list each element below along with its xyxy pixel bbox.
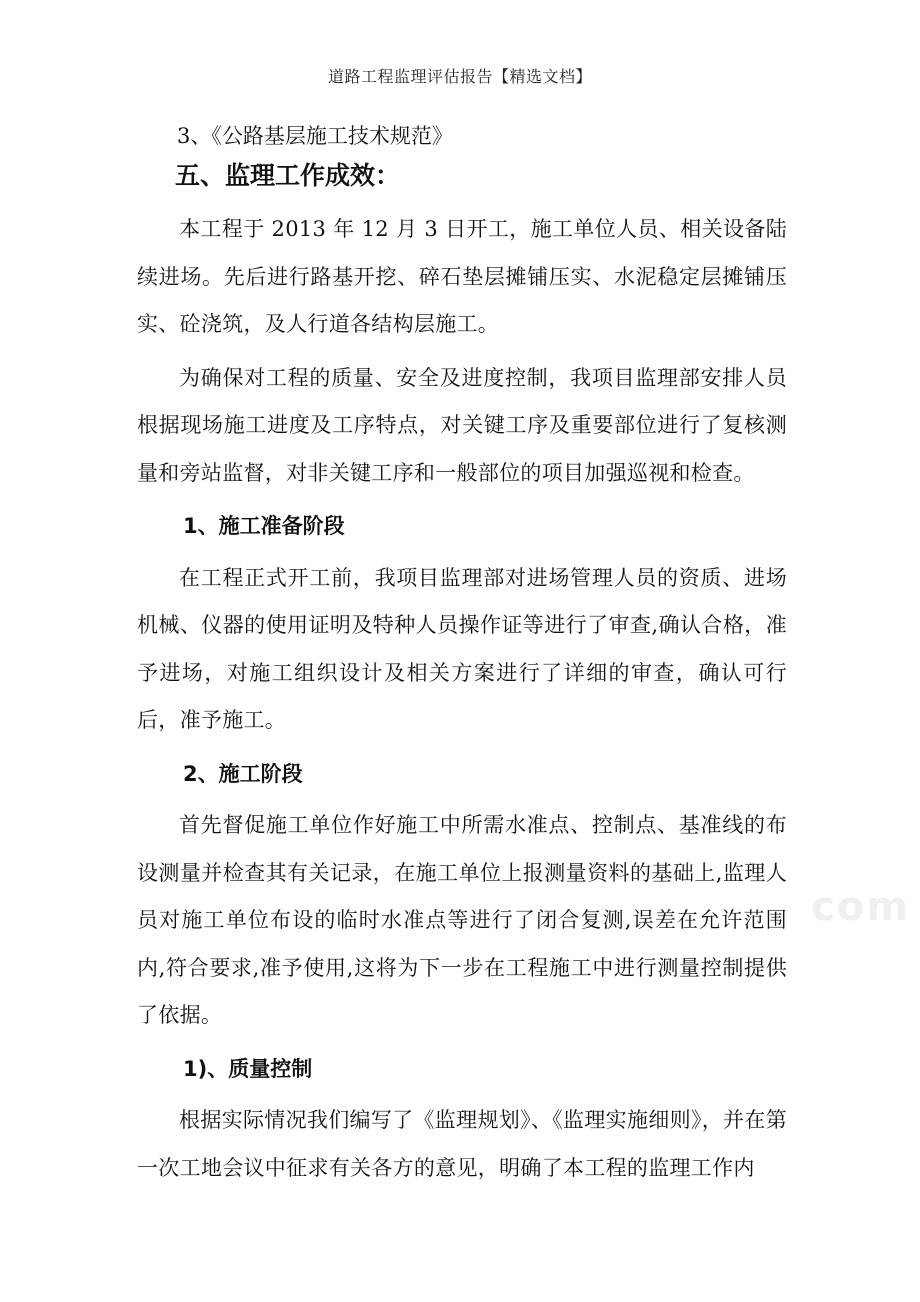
paragraph-start-date: 本工程于 2013 年 12 月 3 日开工，施工单位人员、相关设备陆续进场。先后进行路基开挖、碎石垫层摊铺压实、水泥稳定层摊铺压实、砼浇筑，及人行道各结构层施工。 <box>137 217 787 336</box>
paragraph-quality-control: 根据实际情况我们编写了《监理规划》、《监理实施细则》，并在第一次工地会议中征求有关各方的意见，明确了本工程的监理工作内 <box>137 1108 787 1180</box>
paragraph-control: 为确保对工程的质量、安全及进度控制，我项目监理部安排人员根据现场施工进度及工序特点，对关键工序及重要部位进行了复核测量和旁站监督，对非关键工序和一般部位的项目加强巡视和检查。 <box>137 365 787 485</box>
document-body <box>137 118 787 1198</box>
paragraph-construction: 首先督促施工单位作好施工中所需水准点、控制点、基准线的布设测量并检查其有关记录，在施工单位上报测量资料的基础上,监理人员对施工单位布设的临时水准点等进行了闭合复测,误差在允许范围内,符合要求,准予使用,这将为下一步在工程施工中进行测量控制提供了依据。 <box>137 813 787 1027</box>
paragraph-preparation: 在工程正式开工前，我项目监理部对进场管理人员的资质、进场机械、仪器的使用证明及特种人员操作证等进行了审查,确认合格，准予进场，对施工组织设计及相关方案进行了详细的审查，确认可行后，准予施工。 <box>137 565 787 732</box>
subsection-construction: 2、施工阶段 <box>183 761 303 786</box>
watermark: com <box>811 884 910 930</box>
page-header: 道路工程监理评估报告【精选文档】 <box>327 67 592 86</box>
subsection-preparation: 1、施工准备阶段 <box>183 514 345 538</box>
reference-item: 3、《公路基层施工技术规范》 <box>177 124 453 148</box>
subsection-quality-control: 1)、质量控制 <box>183 1056 313 1081</box>
section-title: 五、监理工作成效： <box>175 161 401 190</box>
